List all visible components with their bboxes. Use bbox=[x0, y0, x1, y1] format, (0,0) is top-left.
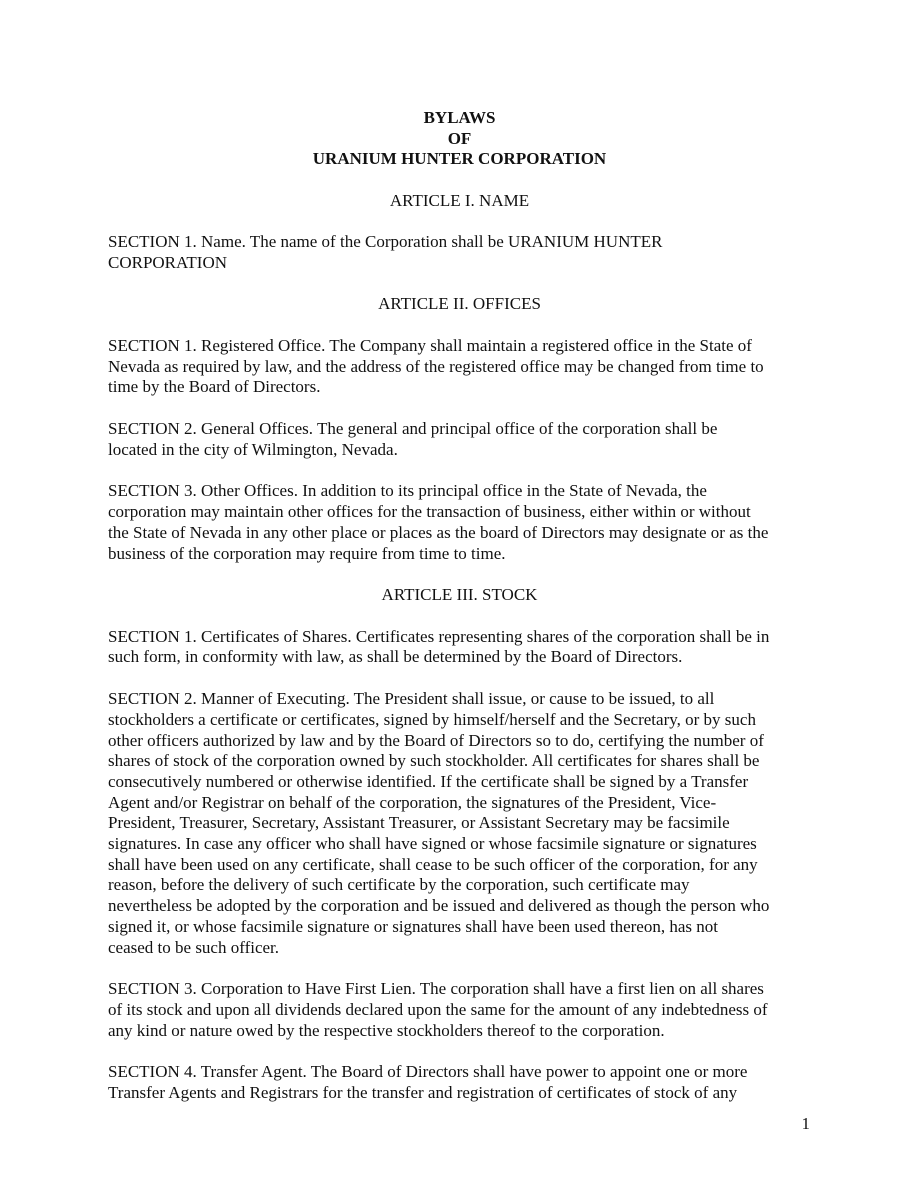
paragraph-line: Agent and/or Registrar on behalf of the corporation, the signatures of the President, Vice- bbox=[108, 792, 717, 812]
paragraph-line: other officers authorized by law and by the Board of Directors so to do, certifying the number of bbox=[108, 730, 764, 750]
paragraph-line: SECTION 3. Other Offices. In addition to its principal office in the State of Nevada, the bbox=[108, 481, 707, 501]
paragraph-line: SECTION 3. Corporation to Have First Lien. The corporation shall have a first lien on all shares bbox=[108, 979, 764, 999]
section-paragraph bbox=[108, 481, 811, 564]
paragraph-line: business of the corporation may require from time to time. bbox=[108, 543, 506, 563]
paragraph-line: reason, before the delivery of such certificate by the corporation, such certificate may bbox=[108, 875, 690, 895]
title-line: BYLAWS bbox=[423, 108, 496, 127]
paragraph-line: SECTION 1. Registered Office. The Company shall maintain a registered office in the State of bbox=[108, 335, 752, 355]
paragraph-line: SECTION 2. General Offices. The general and principal office of the corporation shall be bbox=[108, 419, 718, 439]
paragraph-line: SECTION 1. Certificates of Shares. Certificates representing shares of the corporation shall be in bbox=[108, 626, 770, 646]
paragraph-line: consecutively numbered or otherwise identified. If the certificate shall be signed by a Transfer bbox=[108, 771, 749, 791]
section-paragraph bbox=[108, 419, 811, 460]
paragraph-line: the State of Nevada in any other place or places as the board of Directors may designate or as the bbox=[108, 522, 769, 542]
paragraph-line: CORPORATION bbox=[108, 252, 228, 272]
paragraph-line: corporation may maintain other offices for the transaction of business, either within or without bbox=[108, 502, 751, 522]
article-heading: ARTICLE I. NAME bbox=[389, 190, 530, 210]
paragraph-line: signatures. In case any officer who shall have signed or whose facsimile signature or signatures bbox=[108, 834, 757, 854]
paragraph-line: stockholders a certificate or certificates, signed by himself/herself and the Secretary, or by such bbox=[108, 709, 756, 729]
document-page bbox=[108, 108, 811, 1104]
paragraph-line: such form, in conformity with law, as shall be determined by the Board of Directors. bbox=[108, 647, 683, 667]
document-body bbox=[108, 191, 811, 1104]
title-line: OF bbox=[447, 128, 472, 148]
paragraph-line: nevertheless be adopted by the corporation and be issued and delivered as though the person who bbox=[108, 896, 770, 916]
section-paragraph bbox=[108, 336, 811, 398]
paragraph-line: Nevada as required by law, and the address of the registered office may be changed from time to bbox=[108, 356, 764, 376]
article-heading: ARTICLE II. OFFICES bbox=[378, 294, 541, 314]
document-title bbox=[108, 108, 811, 170]
paragraph-line: ceased to be such officer. bbox=[108, 937, 280, 957]
section-paragraph bbox=[108, 979, 811, 1041]
section-paragraph bbox=[108, 689, 811, 958]
paragraph-line: shares of stock of the corporation owned by such stockholder. All certificates for shares shall be bbox=[108, 751, 760, 771]
section-paragraph bbox=[108, 627, 811, 668]
section-paragraph bbox=[108, 1062, 811, 1103]
paragraph-line: President, Treasurer, Secretary, Assistant Treasurer, or Assistant Secretary may be facsimile bbox=[108, 813, 730, 833]
article-heading: ARTICLE III. STOCK bbox=[381, 585, 538, 605]
paragraph-line: SECTION 2. Manner of Executing. The President shall issue, or cause to be issued, to all bbox=[108, 689, 715, 709]
paragraph-line: signed it, or whose facsimile signature or signatures shall have been used thereon, has not bbox=[108, 916, 718, 936]
paragraph-line: any kind or nature owed by the respective stockholders thereof to the corporation. bbox=[108, 1020, 665, 1040]
paragraph-line: time by the Board of Directors. bbox=[108, 377, 321, 397]
paragraph-line: SECTION 4. Transfer Agent. The Board of Directors shall have power to appoint one or more bbox=[108, 1062, 748, 1082]
section-paragraph bbox=[108, 232, 811, 273]
paragraph-line: SECTION 1. Name. The name of the Corporation shall be URANIUM HUNTER bbox=[108, 232, 663, 251]
paragraph-line: located in the city of Wilmington, Nevada. bbox=[108, 439, 398, 459]
paragraph-line: of its stock and upon all dividends declared upon the same for the amount of any indebtedness of bbox=[108, 999, 768, 1019]
paragraph-line: Transfer Agents and Registrars for the transfer and registration of certificates of stock of any bbox=[108, 1083, 738, 1103]
paragraph-line: shall have been used on any certificate, shall cease to be such officer of the corporation, for any bbox=[108, 854, 758, 874]
page-number: 1 bbox=[801, 1114, 810, 1133]
title-line: URANIUM HUNTER CORPORATION bbox=[312, 149, 607, 168]
